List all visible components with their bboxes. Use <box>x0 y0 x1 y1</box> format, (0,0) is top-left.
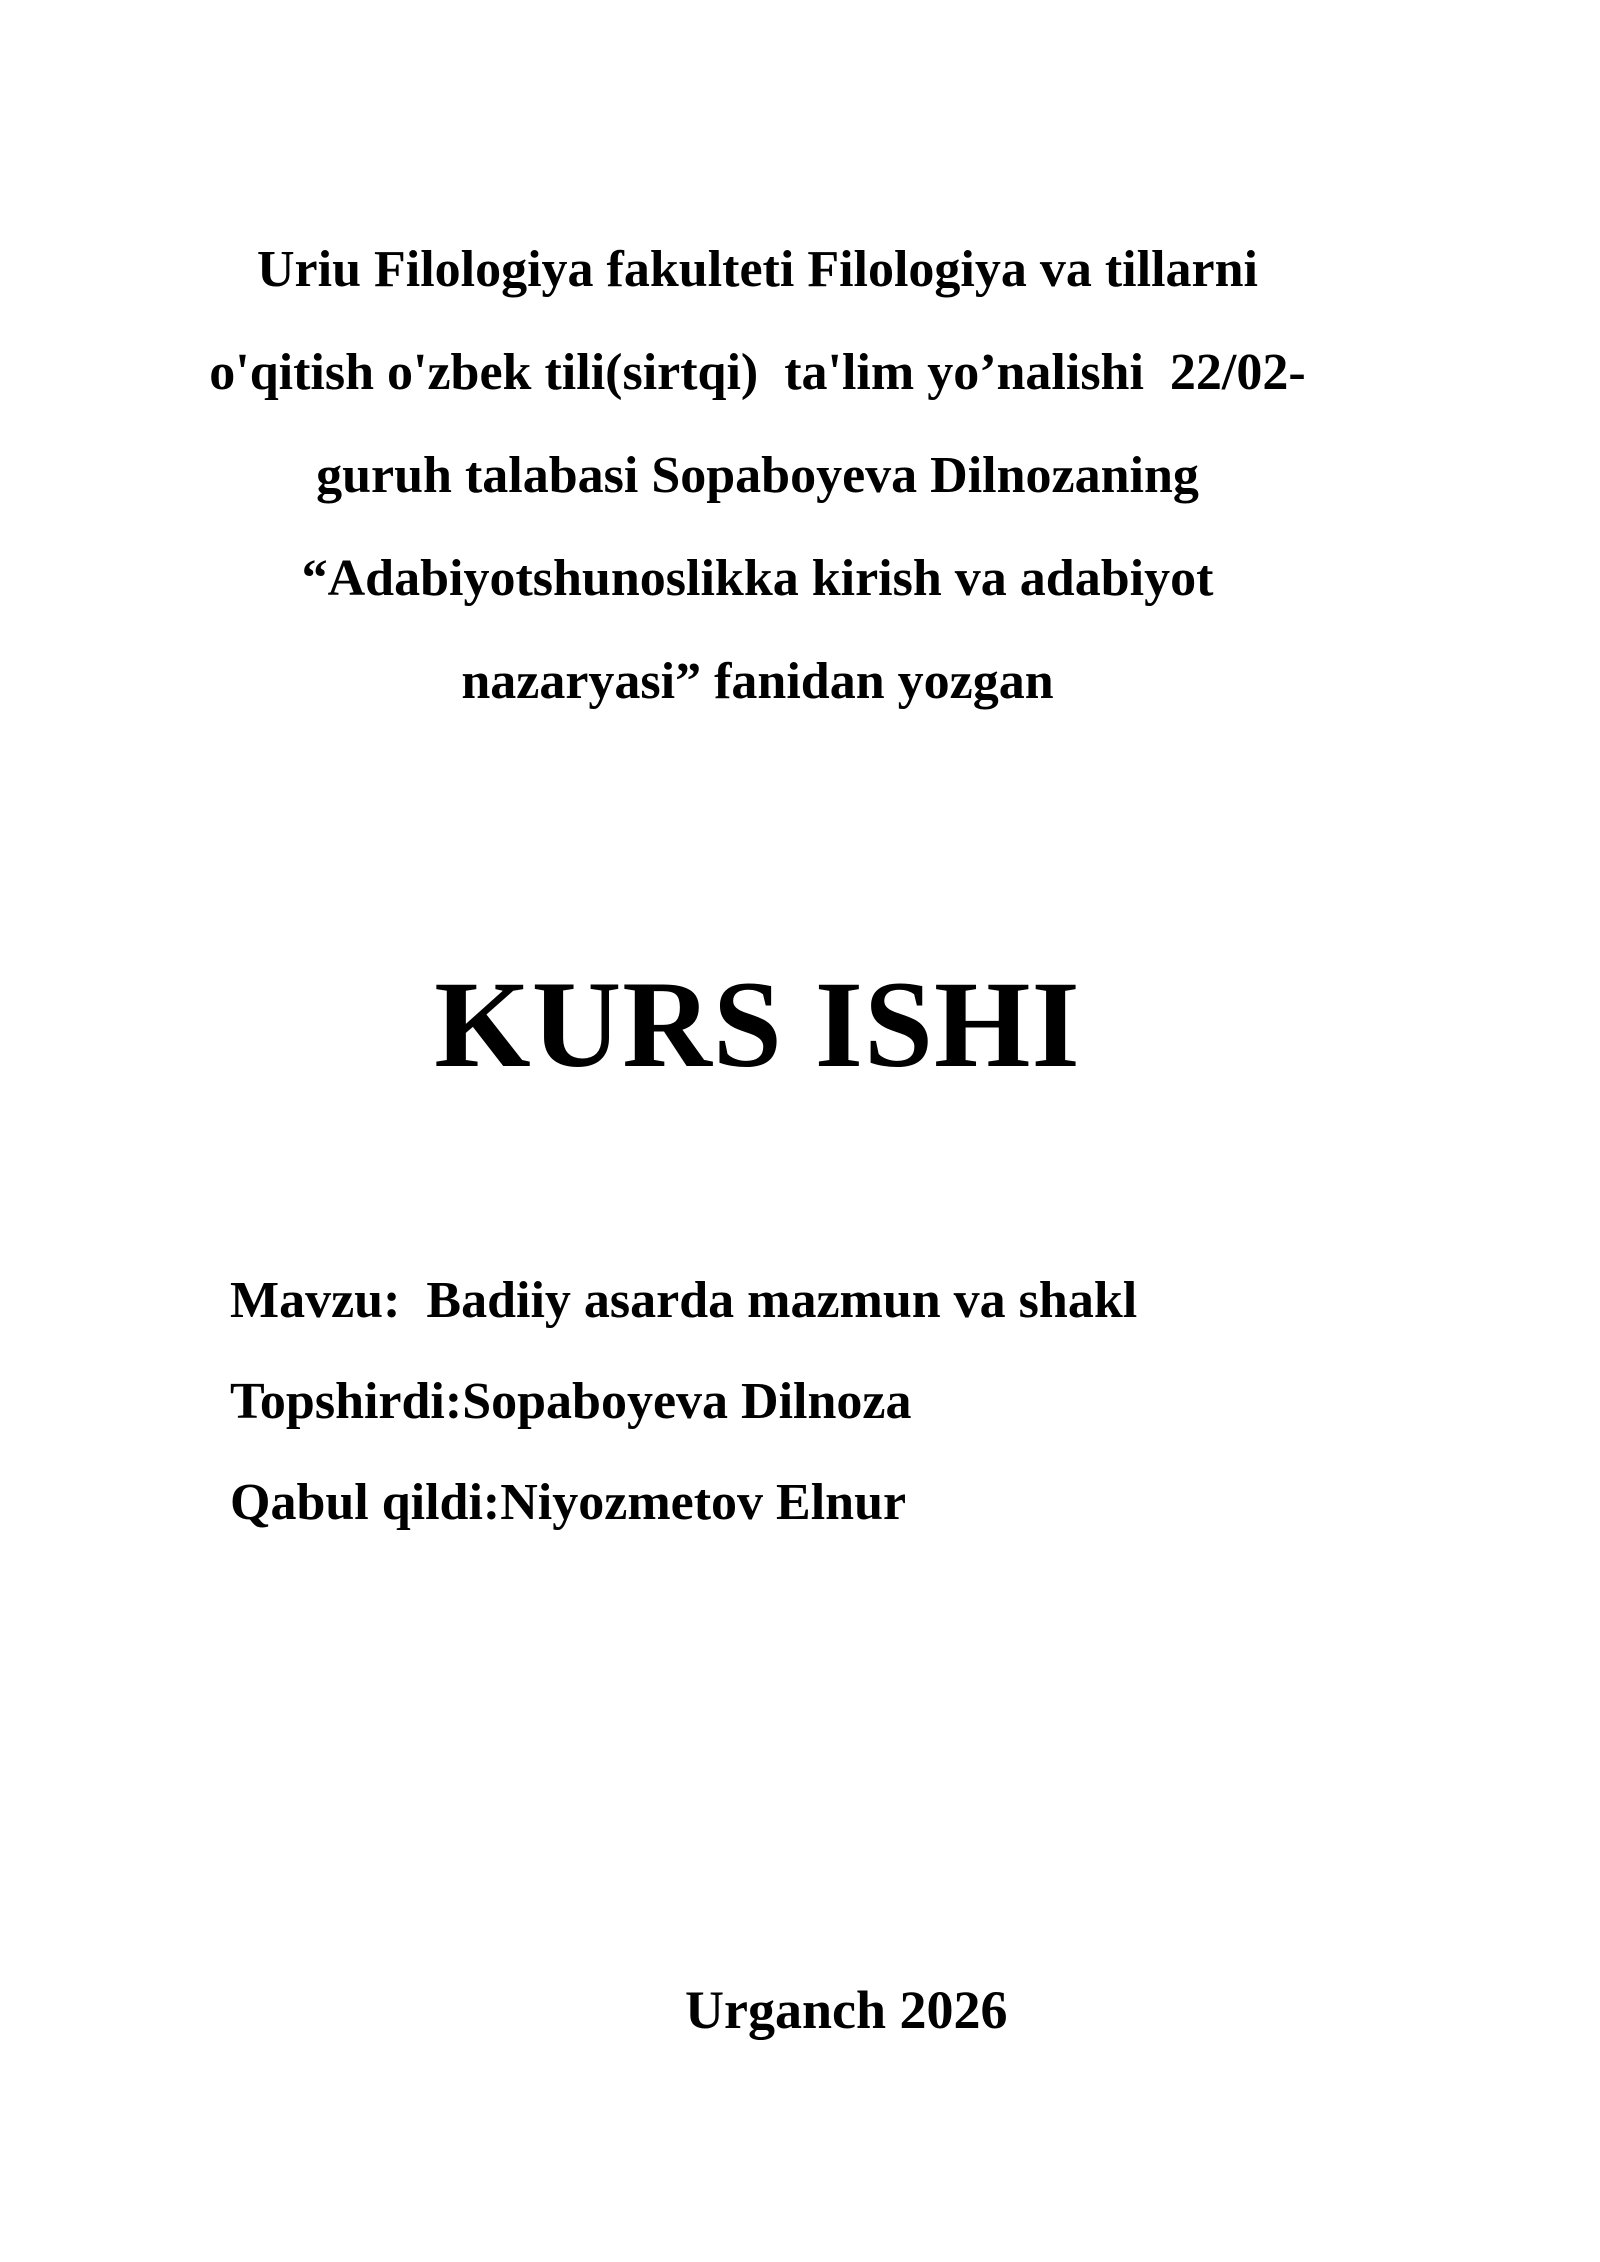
received-by-line: Qabul qildi:Niyozmetov Elnur <box>230 1474 907 1531</box>
header-line-5: nazaryasi” fanidan yozgan <box>461 653 1054 710</box>
submitted-by-line: Topshirdi:Sopaboyeva Dilnoza <box>230 1373 912 1430</box>
header-line-2: o'qitish o'zbek tili(sirtqi) ta'lim yo’nalishi 22/02- <box>209 344 1306 401</box>
header-line-4: “Adabiyotshunoslikka kirish va adabiyot <box>301 550 1214 607</box>
header-line-3: guruh talabasi Sopaboyeva Dilnozaning <box>316 447 1199 504</box>
topic-line: Mavzu: Badiiy asarda mazmun va shakl <box>230 1272 1138 1329</box>
place-year-footer: Urganch 2026 <box>685 1980 1008 2040</box>
document-title: KURS ISHI <box>434 956 1081 1093</box>
header-text-block <box>200 218 1315 733</box>
info-block <box>230 1250 1430 1553</box>
header-line-1: Uriu Filologiya fakulteti Filologiya va tillarni <box>257 241 1258 298</box>
